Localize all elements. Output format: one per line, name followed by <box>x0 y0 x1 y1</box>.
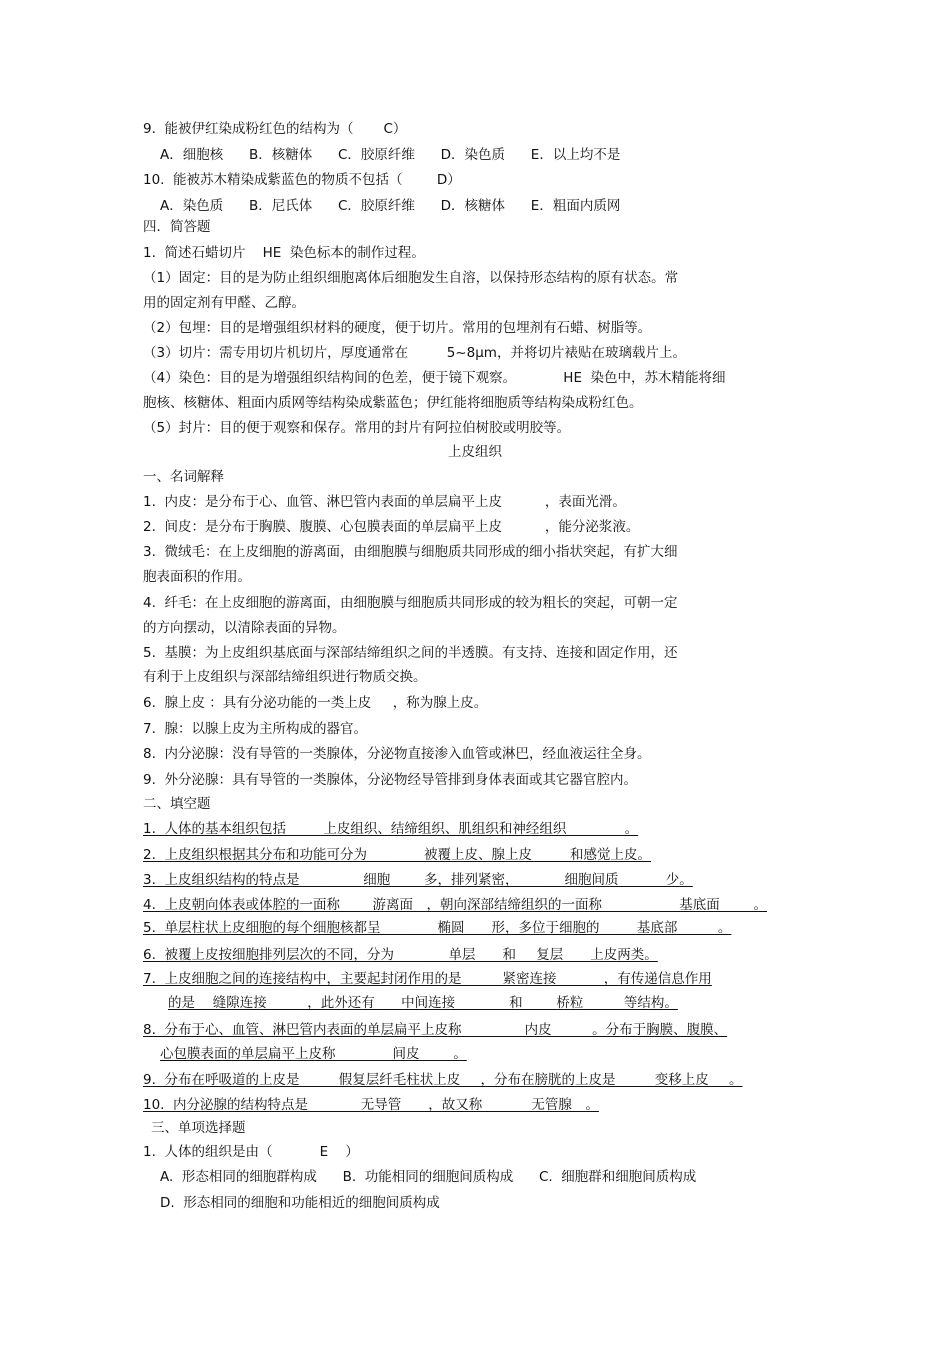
fill-blank-item: 4. 上皮朝向体表或体腔的一面称 _游离面__，朝向深部结缔组织的一面称 _______基底面_____。 <box>143 897 767 913</box>
term-definition: 胞表面积的作用。 <box>143 569 251 585</box>
term-definition: 7. 腺：以腺上皮为主所构成的器官。 <box>143 721 367 737</box>
fill-blank-item: 2. 上皮组织根据其分布和功能可分为 ____被覆上皮、腺上皮 _____和感觉上皮。 <box>143 847 652 863</box>
answer-line: （2）包埋：目的是增强组织材料的硬度，便于切片。常用的包埋剂有石蜡、树脂等。 <box>143 320 652 336</box>
mcq-options: A. 形态相同的细胞群构成 B. 功能相同的细胞间质构成 C. 细胞群和细胞间质构成 <box>160 1169 697 1185</box>
section-heading: 二、填空题 <box>143 796 211 812</box>
fill-blank-item: 5. 单层柱状上皮细胞的每个细胞核都呈 ____椭圆____形，多位于细胞的 ___基底部______。 <box>143 920 732 936</box>
answer-line: （4）染色：目的是为增强组织结构间的色差，便于镜下观察。 HE 染色中，苏木精能将细 <box>143 370 726 386</box>
term-definition: 6. 腺上皮 ：具有分泌功能的一类上皮 ，称为腺上皮。 <box>143 695 488 711</box>
fill-blank-item: 3. 上皮组织结构的特点是 _____细胞_____多，排列紧密， ___细胞间质_______少。 <box>143 872 693 888</box>
fill-blank-item: 8. 分布于心、血管、淋巴管内表面的单层扁平上皮称 ___内皮______。分布于胸膜、腹膜、 <box>143 1022 728 1038</box>
fill-blank-item: 7. 上皮细胞之间的连接结构中，主要起封闭作用的是 _紧密连接_______，有传递信息作用 <box>143 971 712 987</box>
mcq-question: 1. 人体的组织是由（ E ） <box>143 1144 359 1160</box>
section-heading: 一、名词解释 <box>143 469 224 485</box>
answer-line: 用的固定剂有甲醛、乙醇。 <box>143 295 305 311</box>
q10-options: A．染色质 B．尼氏体 C．胶原纤维 D．核糖体 E．粗面内质网 <box>160 198 621 214</box>
fill-blank-item: 心包膜表面的单层扁平上皮称 ____间皮_____。 <box>160 1046 467 1062</box>
term-definition: 有利于上皮组织与深部结缔组织进行物质交换。 <box>143 669 427 685</box>
answer-line: （1）固定：目的是为防止组织细胞离体后细胞发生自溶，以保持形态结构的原有状态。常 <box>143 270 679 286</box>
term-definition: 5. 基膜：为上皮组织基底面与深部结缔组织之间的半透膜。有支持、连接和固定作用，还 <box>143 645 678 661</box>
term-definition: 8. 内分泌腺：没有导管的一类腺体，分泌物直接渗入血管或淋巴，经血液运往全身。 <box>143 746 651 762</box>
section-heading: 四．简答题 <box>143 219 211 235</box>
fill-blank-item: 1. 人体的基本组织包括 ___上皮组织、结缔组织、肌组织和神经组织____ ____。 <box>143 821 639 837</box>
section-heading: 三、单项选择题 <box>151 1120 246 1136</box>
mcq-options: D. 形态相同的细胞和功能相近的细胞间质构成 <box>160 1195 440 1211</box>
answer-line: （5）封片：目的便于观察和保存。常用的封片有阿拉伯树胶或明胶等。 <box>143 420 571 436</box>
q9-options: A．细胞核 B．核糖体 C．胶原纤维 D．染色质 E．以上均不是 <box>160 147 621 163</box>
term-definition: 3. 微绒毛：在上皮细胞的游离面，由细胞膜与细胞质共同形成的细小指状突起，有扩大细 <box>143 544 678 560</box>
term-definition: 的方向摆动，以清除表面的异物。 <box>143 620 346 636</box>
fill-blank-item: 6. 被覆上皮按细胞排列层次的不同，分为 ___单层____和___复层____上皮两类。 <box>143 947 658 963</box>
answer-line: 胞核、核糖体、粗面内质网等结构染成紫蓝色；伊红能将细胞质等结构染成粉红色。 <box>143 395 643 411</box>
fill-blank-item: 的是 __缝隙连接______，此外还有 __中间连接________和_____桥粒______等结构。 <box>168 995 678 1011</box>
short-answer-question: 1. 简述石蜡切片 HE 染色标本的制作过程。 <box>143 245 425 261</box>
answer-line: （3）切片：需专用切片机切片，厚度通常在 5~8μm，并将切片裱贴在玻璃载片上。 <box>143 345 686 361</box>
term-definition: 2. 间皮：是分布于胸膜、腹膜、心包膜表面的单层扁平上皮 ，能分泌浆液。 <box>143 519 640 535</box>
fill-blank-item: 10. 内分泌腺的结构特点是 ____无导管____，故又称 ______无管腺__。 <box>143 1097 599 1113</box>
q10-line: 10. 能被苏木精染成紫蓝色的物质不包括（ D） <box>143 172 461 188</box>
term-definition: 1. 内皮：是分布于心、血管、淋巴管内表面的单层扁平上皮 ，表面光滑。 <box>143 494 626 510</box>
term-definition: 4. 纤毛：在上皮细胞的游离面，由细胞膜与细胞质共同形成的较为粗长的突起，可朝一定 <box>143 595 678 611</box>
fill-blank-item: 9. 分布在呼吸道的上皮是 __假复层纤毛柱状上皮___，分布在膀胱的上皮是 __变移上皮___。 <box>143 1072 743 1088</box>
term-definition: 9. 外分泌腺：具有导管的一类腺体，分泌物经导管排到身体表面或其它器官腔内。 <box>143 772 637 788</box>
chapter-title: 上皮组织 <box>448 444 502 460</box>
q9-line: 9. 能被伊红染成粉红色的结构为（ C） <box>143 121 407 137</box>
